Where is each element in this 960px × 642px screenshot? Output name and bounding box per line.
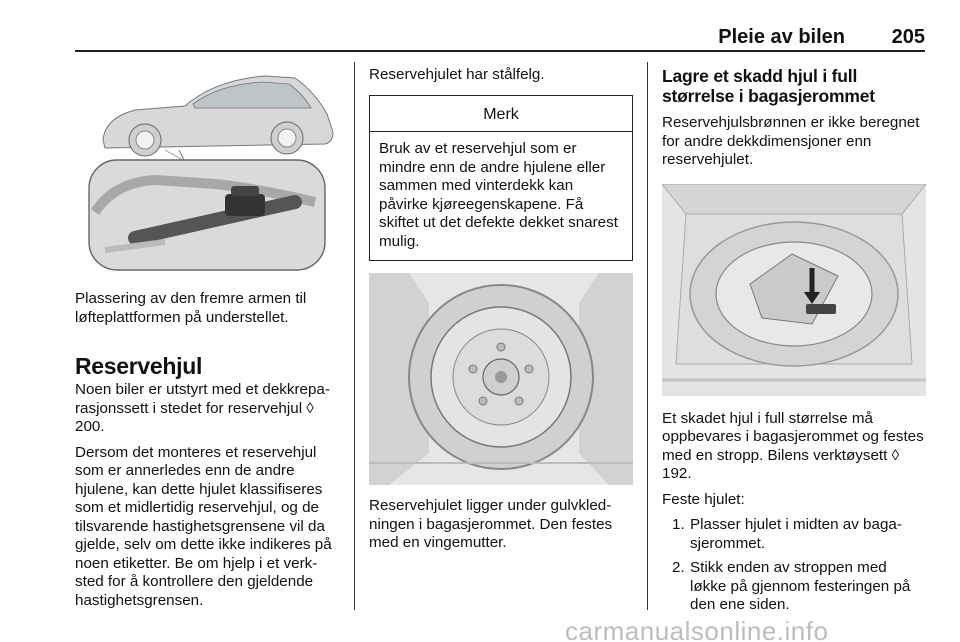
paragraph: Dersom det monteres et reservehjul som er annerledes enn de andre hjulene, kan dette hjulet klassifiseres som et midlertidig reservehjul, og de tilsvarende hastighetsgrensene vil da gjelde, selv om dette ikke indikeres på noen etiketter. Be om hjelp i et verksted for å kontrollere den gjeldende hastighetsgrensen. bbox=[75, 443, 332, 609]
spare-wheel-illustration bbox=[369, 273, 633, 485]
note-box bbox=[369, 95, 633, 262]
paragraph: Reservehjulet ligger under gulvkledningen i bagasjerommet. Den festes med en vingemutter. bbox=[369, 497, 613, 551]
column-divider-2 bbox=[647, 62, 648, 610]
paragraph: Noen biler er utstyrt med et dekkreparasjonssett i stedet for reservehjul ◊ 200. bbox=[75, 381, 330, 435]
watermark: carmanualsonline.info bbox=[565, 616, 829, 642]
column-divider-1 bbox=[354, 62, 355, 610]
header-rule bbox=[75, 50, 925, 52]
page-number: 205 bbox=[891, 26, 925, 48]
paragraph: Et skadet hjul i full størrelse må oppbevares i bagasjerommet og festes med en stropp. Bilens verktøysett ◊ 192. bbox=[662, 409, 924, 482]
image-caption: Plassering av den fremre armen til løfteplattformen på understellet. bbox=[75, 290, 307, 326]
trunk-wheel-well-illustration bbox=[662, 184, 926, 396]
page-header bbox=[75, 22, 925, 48]
column-3 bbox=[662, 62, 926, 621]
section-heading: Lagre et skadd hjul i full størrelse i bagasjerommet bbox=[662, 66, 875, 106]
list-item: 1. Plasser hjulet i midten av bagasjerommet. bbox=[672, 516, 902, 552]
paragraph: Feste hjulet: bbox=[662, 490, 745, 508]
note-title: Merk bbox=[370, 96, 632, 133]
instruction-list bbox=[662, 516, 926, 615]
section-title: Pleie av bilen bbox=[718, 26, 845, 48]
column-1 bbox=[75, 62, 340, 617]
paragraph: Reservehjulsbrønnen er ikke beregnet for andre dekkdimensjoner enn reservehjulet. bbox=[662, 114, 920, 168]
car-lift-point-illustration bbox=[75, 62, 340, 274]
note-text: Bruk av et reservehjul som er mindre enn de andre hjulene eller sammen med vinterdekk kan påvirke kjøreegenskapene. Få skiftet ut det defekte dekket snarest mulig. bbox=[379, 140, 618, 250]
column-2 bbox=[369, 62, 633, 560]
list-item: 2. Stikk enden av stroppen med løkke på gjennom festeringen på den ene siden. bbox=[672, 559, 911, 613]
paragraph: Reservehjulet har stålfelg. bbox=[369, 66, 545, 83]
section-heading: Reservehjul bbox=[75, 353, 203, 379]
